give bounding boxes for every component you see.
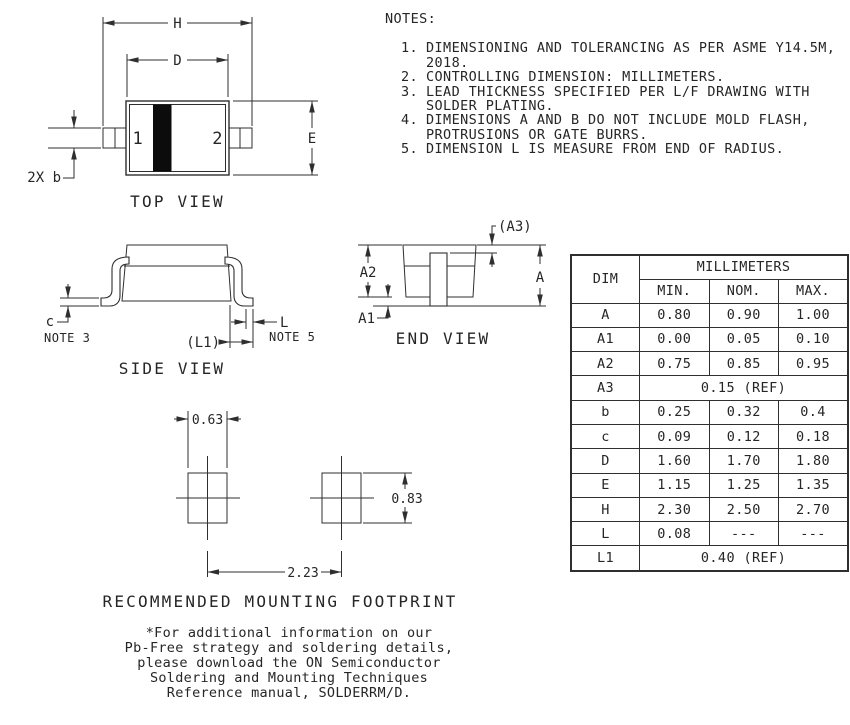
dim-label-l1: (L1) (186, 335, 220, 351)
table-header-max: MAX. (779, 279, 849, 303)
table-header-nom: NOM. (709, 279, 779, 303)
dim-label-a3: (A3) (498, 219, 532, 235)
dim-label-a1: A1 (358, 311, 375, 327)
table-row: A2 0.75 0.85 0.95 (571, 352, 848, 376)
table-row: c 0.09 0.12 0.18 (571, 424, 848, 448)
dim-label-e: E (307, 131, 317, 147)
table-row: L1 0.40 (REF) (571, 546, 848, 571)
notes-section (383, 12, 845, 157)
dimension-table (570, 254, 849, 572)
note5-ref: NOTE 5 (269, 330, 316, 344)
pin2-label: 2 (212, 129, 223, 149)
dim-label-d: D (173, 53, 182, 69)
note-item (383, 113, 845, 142)
table-row: D 1.60 1.70 1.80 (571, 449, 848, 473)
pitch-value: 2.23 (287, 566, 319, 581)
side-view-drawing (44, 245, 315, 378)
pad-width-value: 0.63 (191, 413, 224, 428)
note-text: DIMENSIONING AND TOLERANCING AS PER ASME Y14.5M, 2018. (426, 40, 836, 71)
cathode-band (153, 105, 172, 172)
table-row: H 2.30 2.50 2.70 (571, 497, 848, 521)
note-text: DIMENSIONS A AND B DO NOT INCLUDE MOLD FLASH, PROTRUSIONS OR GATE BURRS. (426, 112, 810, 143)
pad-height-value: 0.83 (391, 492, 423, 507)
note-item (383, 142, 845, 156)
table-row: b 0.25 0.32 0.4 (571, 400, 848, 424)
pb-free-footnote: *For additional information on our Pb-Free strategy and soldering details, please download the ON Semiconductor Soldering and Mounting Techniques Reference manual, SOLDERRM/D. (124, 625, 454, 701)
dim-label-l: L (280, 315, 289, 331)
note-item (383, 41, 845, 70)
notes-title: NOTES: (385, 11, 437, 27)
table-row: L 0.08 --- --- (571, 522, 848, 546)
table-header-min: MIN. (640, 279, 710, 303)
note-text: LEAD THICKNESS SPECIFIED PER L/F DRAWING WITH SOLDER PLATING. (426, 83, 810, 115)
dim-label-b: 2X b (27, 170, 61, 186)
note-number: 5. (401, 141, 419, 158)
dim-label-a: A (535, 270, 545, 286)
top-view-title: TOP VIEW (130, 192, 225, 211)
note-text: DIMENSION L IS MEASURE FROM END OF RADIUS. (426, 141, 785, 158)
footprint-drawing (103, 411, 458, 611)
note-item (383, 85, 845, 114)
note-item (383, 70, 845, 84)
note-text: CONTROLLING DIMENSION: MILLIMETERS. (426, 69, 725, 86)
dim-label-c: c (45, 314, 54, 330)
note-number: 2. (401, 69, 419, 86)
table-header-unit: MILLIMETERS (640, 255, 849, 279)
left-lead (101, 257, 129, 306)
dim-label-a2: A2 (359, 265, 377, 281)
pin1-label: 1 (132, 129, 143, 149)
note-number: 3. (401, 83, 419, 100)
note3-ref: NOTE 3 (44, 331, 91, 345)
side-view-title: SIDE VIEW (118, 359, 226, 378)
table-row: A 0.80 0.90 1.00 (571, 303, 848, 327)
note-number: 1. (401, 40, 419, 57)
footprint-title: RECOMMENDED MOUNTING FOOTPRINT (102, 592, 458, 611)
table-row: E 1.15 1.25 1.35 (571, 473, 848, 497)
top-view-drawing (27, 16, 318, 211)
table-header-dim: DIM (571, 255, 640, 303)
end-lead (430, 253, 447, 306)
dim-label-h: H (173, 16, 182, 32)
note-number: 4. (401, 112, 419, 129)
end-view-drawing (358, 219, 546, 348)
table-row: A1 0.00 0.05 0.10 (571, 327, 848, 351)
table-row: A3 0.15 (REF) (571, 376, 848, 400)
end-view-title: END VIEW (395, 329, 491, 348)
